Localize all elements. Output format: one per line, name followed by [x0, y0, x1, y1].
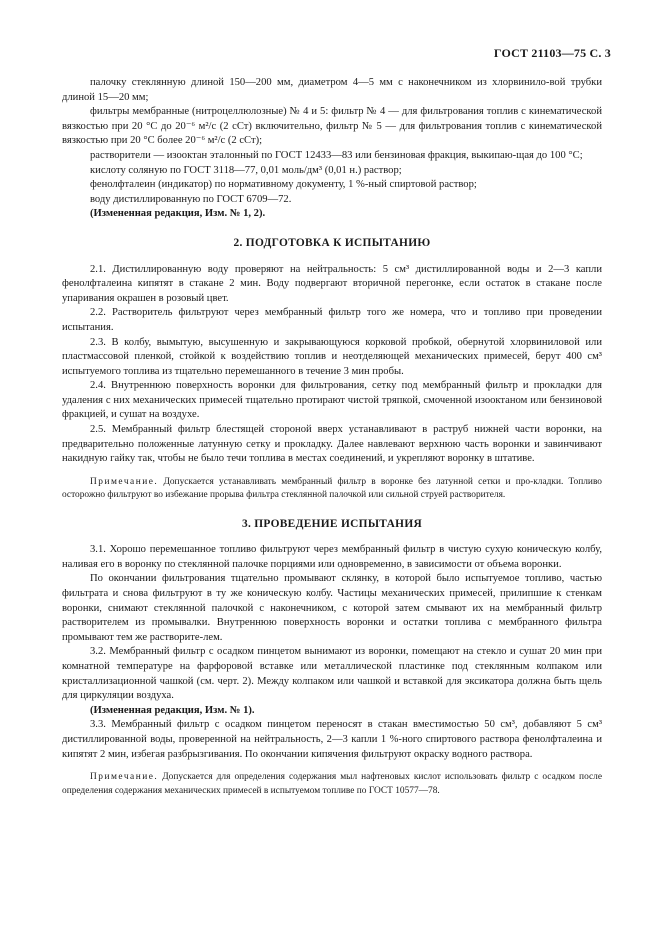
paragraph: 3.3. Мембранный фильтр с осадком пинцетом переносят в стакан вместимостью 50 см³, добавляют 5 см³ дистиллированной воды, проверенной на нейтральность, 2—3 капли 1 %-ного спиртового раствора фенолфталеина и кипятят 2 мин, избегая разбрызгивания. По окончании кипячения фильтруют окраску водного раствора.: [62, 719, 602, 760]
paragraph: 2.2. Растворитель фильтруют через мембранный фильтр того же номера, что и топливо при проведении испытания.: [62, 307, 602, 333]
page-header: ГОСТ 21103—75 С. 3: [493, 46, 611, 60]
note: [62, 476, 602, 503]
note: [62, 771, 602, 798]
paragraph: палочку стеклянную длиной 150—200 мм, диаметром 4—5 мм с наконечником из хлорвинило-вой трубки длиной 15—20 мм;: [62, 77, 602, 103]
document-body: [62, 76, 602, 804]
paragraph: кислоту соляную по ГОСТ 3118—77, 0,01 моль/дм³ (0,01 н.) раствор;: [90, 164, 402, 176]
paragraph: 3.1. Хорошо перемешанное топливо фильтруют через мембранный фильтр в чистую сухую коническую колбу, наливая его в воронку по стеклянной палочке порциями или одновременно, в зависимости от объема воронки.: [62, 544, 602, 570]
note-text: Допускается для определения содержания мыл нафтеновых кислот использовать фильтр с осадком после определения содержания механических примесей в испытуемом топливе по ГОСТ 10577—78.: [62, 772, 602, 796]
paragraph: 2.1. Дистиллированную воду проверяют на нейтральность: 5 см³ дистиллированной воды и 2—3 капли фенолфталеина кипятят в стакане 2 мин. Воду подвергают вторичной перегонке, если остаток в стакане после упаривания окрашен в розовый цвет.: [62, 263, 602, 304]
section-heading: 3. ПРОВЕДЕНИЕ ИСПЫТАНИЯ: [241, 517, 423, 530]
note-label: Примечание.: [90, 772, 159, 783]
paragraph: воду дистиллированную по ГОСТ 6709—72.: [90, 193, 292, 205]
note-text: Допускается устанавливать мембранный фильтр в воронке без латунной сетки и про-кладки. Топливо осторожно фильтруют во избежание прорыва фильтра стеклянной палочкой или сильной струей растворителя.: [62, 476, 602, 501]
paragraph: 2.3. В колбу, вымытую, высушенную и закрывающуюся корковой пробкой, обернутой хлорвиниловой или пластмассовой пленкой, стойкой к воздействию топлив и неотделяющей механических примесей, берут 400 см³ испытуемого топлива из тщательно перемешанного в течение 3 мин пробы.: [62, 336, 602, 377]
paragraph: 3.2. Мембранный фильтр с осадком пинцетом вынимают из воронки, помещают на стекло и сушат 20 мин при комнатной температуре на фарфоровой вставке или металлической пластинке под стеклянным колпаком или кристаллизационной чашкой (см. черт. 2). Между колпаком или чашкой и вставкой для эксикатора должна быть щель для циркуляции воздуха.: [62, 646, 602, 702]
paragraph: фенолфталеин (индикатор) по нормативному документу, 1 %-ный спиртовой раствор;: [90, 179, 477, 191]
amendment-note: (Измененная редакция, Изм. № 1).: [90, 704, 255, 716]
paragraph: фильтры мембранные (нитроцеллюлозные) № 4 и 5: фильтр № 4 — для фильтрования топлив с кинематической вязкостью при 20 °С до 20⁻⁶ м²/с (2 сСт) включительно, фильтр № 5 — для фильтрования топлив с кинематической вязкостью при 20 °С более 20⁻⁶ м²/с (2 сСт);: [62, 106, 602, 147]
section-heading: 2. ПОДГОТОВКА К ИСПЫТАНИЮ: [233, 236, 431, 249]
note-label: Примечание.: [90, 476, 159, 487]
paragraph: По окончании фильтрования тщательно промывают склянку, в которой было испытуемое топливо, частью фильтрата и снова фильтруют в ту же коническую колбу. Частицы механических примесей, прилипшие к стенкам воронки, снимают стеклянной палочкой с наконечником, с которой затем смывают их на мембранный фильтр растворителем из промывалки. Внутреннюю поверхность воронки и остатки топлива с мембранного фильтра промывают тем же растворите-лем.: [62, 573, 602, 643]
paragraph: 2.4. Внутреннюю поверхность воронки для фильтрования, сетку под мембранный фильтр и прокладки для удаления с них механических примесей тщательно протирают чистой тряпкой, смоченной изооктаном или бензиновой фракцией, и сушат на воздухе.: [62, 380, 602, 421]
amendment-note: (Измененная редакция, Изм. № 1, 2).: [90, 208, 266, 220]
paragraph: растворители — изооктан эталонный по ГОСТ 12433—83 или бензиновая фракция, выкипаю-щая до 100 °С;: [90, 149, 583, 161]
paragraph: 2.5. Мембранный фильтр блестящей стороной вверх устанавливают в раструб нижней части воронки, на предварительно положенные латунную сетку и прокладку. Далее навлевают верхнюю часть воронки и завинчивают накидную гайку так, чтобы не было течи топлива в местах соединений, и укрепляют воронку в штативе.: [62, 424, 602, 465]
